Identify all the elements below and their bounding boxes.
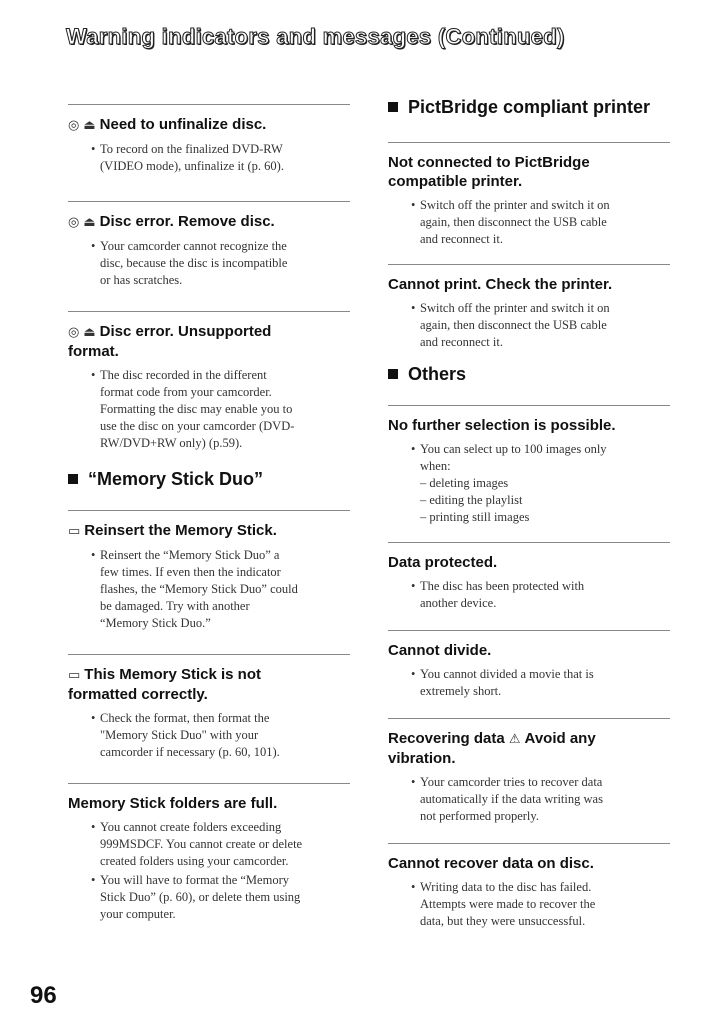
entry-folders-full bbox=[68, 783, 350, 923]
entry-text: • Writing data to the disc has failed. Attempts were made to recover the data, but they were unsuccessful. bbox=[420, 879, 670, 930]
entry-text: • Your camcorder cannot recognize the disc, because the disc is incompatible or has scratches. bbox=[100, 238, 350, 289]
entry-title: Data protected. bbox=[388, 554, 498, 571]
entry-text: • Switch off the printer and switch it on again, then disconnect the USB cable and reconnect it. bbox=[420, 197, 670, 248]
entry-not-formatted bbox=[68, 654, 350, 761]
section-square-icon bbox=[68, 474, 78, 484]
entry-cannot-recover bbox=[388, 843, 670, 930]
entry-title: Not connected to PictBridge compatible printer. bbox=[388, 154, 590, 190]
entry-data-protected bbox=[388, 542, 670, 612]
entry-text: • You will have to format the “Memory Stick Duo” (p. 60), or delete them using your computer. bbox=[100, 872, 350, 923]
page-title: Warning indicators and messages (Continued) bbox=[66, 24, 565, 49]
entry-title: ▭ Reinsert the Memory Stick. bbox=[68, 522, 277, 539]
entry-not-connected bbox=[388, 142, 670, 248]
section-square-icon bbox=[388, 102, 398, 112]
entry-title: Cannot divide. bbox=[388, 642, 492, 659]
left-column bbox=[68, 104, 350, 925]
entry-title: Cannot recover data on disc. bbox=[388, 855, 594, 872]
entry-reinsert bbox=[68, 510, 350, 632]
right-column bbox=[388, 96, 670, 932]
entry-text: • Your camcorder tries to recover data automatically if the data writing was not performed properly. bbox=[420, 774, 670, 825]
entry-text: • You cannot create folders exceeding 999MSDCF. You cannot create or delete created folders using your camcorder. bbox=[100, 819, 350, 870]
entry-title: No further selection is possible. bbox=[388, 417, 616, 434]
entry-no-further bbox=[388, 405, 670, 526]
disc-icon: ◎ bbox=[68, 325, 80, 340]
entry-title: Recovering data ⚠ Avoid any vibration. bbox=[388, 730, 596, 767]
entry-text: • You cannot divided a movie that is extremely short. bbox=[420, 666, 670, 700]
entry-need-unfinalize bbox=[68, 104, 350, 175]
section-memory-stick: “Memory Stick Duo” bbox=[68, 468, 350, 490]
entry-disc-error-unsupported bbox=[68, 311, 350, 452]
entry-title: ◎ ⏏ Need to unfinalize disc. bbox=[68, 116, 267, 133]
eject-icon: ⏏ bbox=[83, 215, 96, 230]
disc-icon: ◎ bbox=[68, 118, 80, 133]
entry-title: Cannot print. Check the printer. bbox=[388, 276, 613, 293]
entry-text: • The disc recorded in the different format code from your camcorder. Formatting the disc may enable you to use the disc on your camcorder (DVD- RW/DVD+RW only) (p.59). bbox=[100, 367, 350, 452]
section-pictbridge: PictBridge compliant printer bbox=[388, 96, 670, 118]
memory-stick-icon: ▭ bbox=[68, 524, 81, 539]
eject-icon: ⏏ bbox=[83, 325, 96, 340]
entry-text: • The disc has been protected with another device. bbox=[420, 578, 670, 612]
entry-title: Memory Stick folders are full. bbox=[68, 795, 278, 812]
entry-title: ◎ ⏏ Disc error. Unsupported format. bbox=[68, 323, 272, 360]
entry-recovering bbox=[388, 718, 670, 825]
section-others: Others bbox=[388, 363, 670, 385]
eject-icon: ⏏ bbox=[83, 118, 96, 133]
page-number: 96 bbox=[30, 982, 57, 1009]
memory-stick-icon: ▭ bbox=[68, 668, 81, 683]
entry-title: ◎ ⏏ Disc error. Remove disc. bbox=[68, 213, 275, 230]
entry-text: • You can select up to 100 images only when: – deleting images – editing the playlist – printing still images bbox=[420, 441, 670, 526]
entry-cannot-divide bbox=[388, 630, 670, 700]
entry-cannot-print bbox=[388, 264, 670, 351]
entry-text: • To record on the finalized DVD-RW (VIDEO mode), unfinalize it (p. 60). bbox=[100, 141, 350, 175]
entry-text: • Reinsert the “Memory Stick Duo” a few times. If even then the indicator flashes, the “Memory Stick Duo” could be damaged. Try with another “Memory Stick Duo.” bbox=[100, 547, 350, 632]
entry-text: • Check the format, then format the "Memory Stick Duo" with your camcorder if necessary (p. 60, 101). bbox=[100, 710, 350, 761]
entry-disc-error-remove bbox=[68, 201, 350, 289]
entry-title: ▭ This Memory Stick is not formatted correctly. bbox=[68, 666, 262, 703]
disc-icon: ◎ bbox=[68, 215, 80, 230]
entry-text: • Switch off the printer and switch it on again, then disconnect the USB cable and reconnect it. bbox=[420, 300, 670, 351]
section-square-icon bbox=[388, 369, 398, 379]
warning-triangle-icon: ⚠ bbox=[508, 732, 521, 747]
